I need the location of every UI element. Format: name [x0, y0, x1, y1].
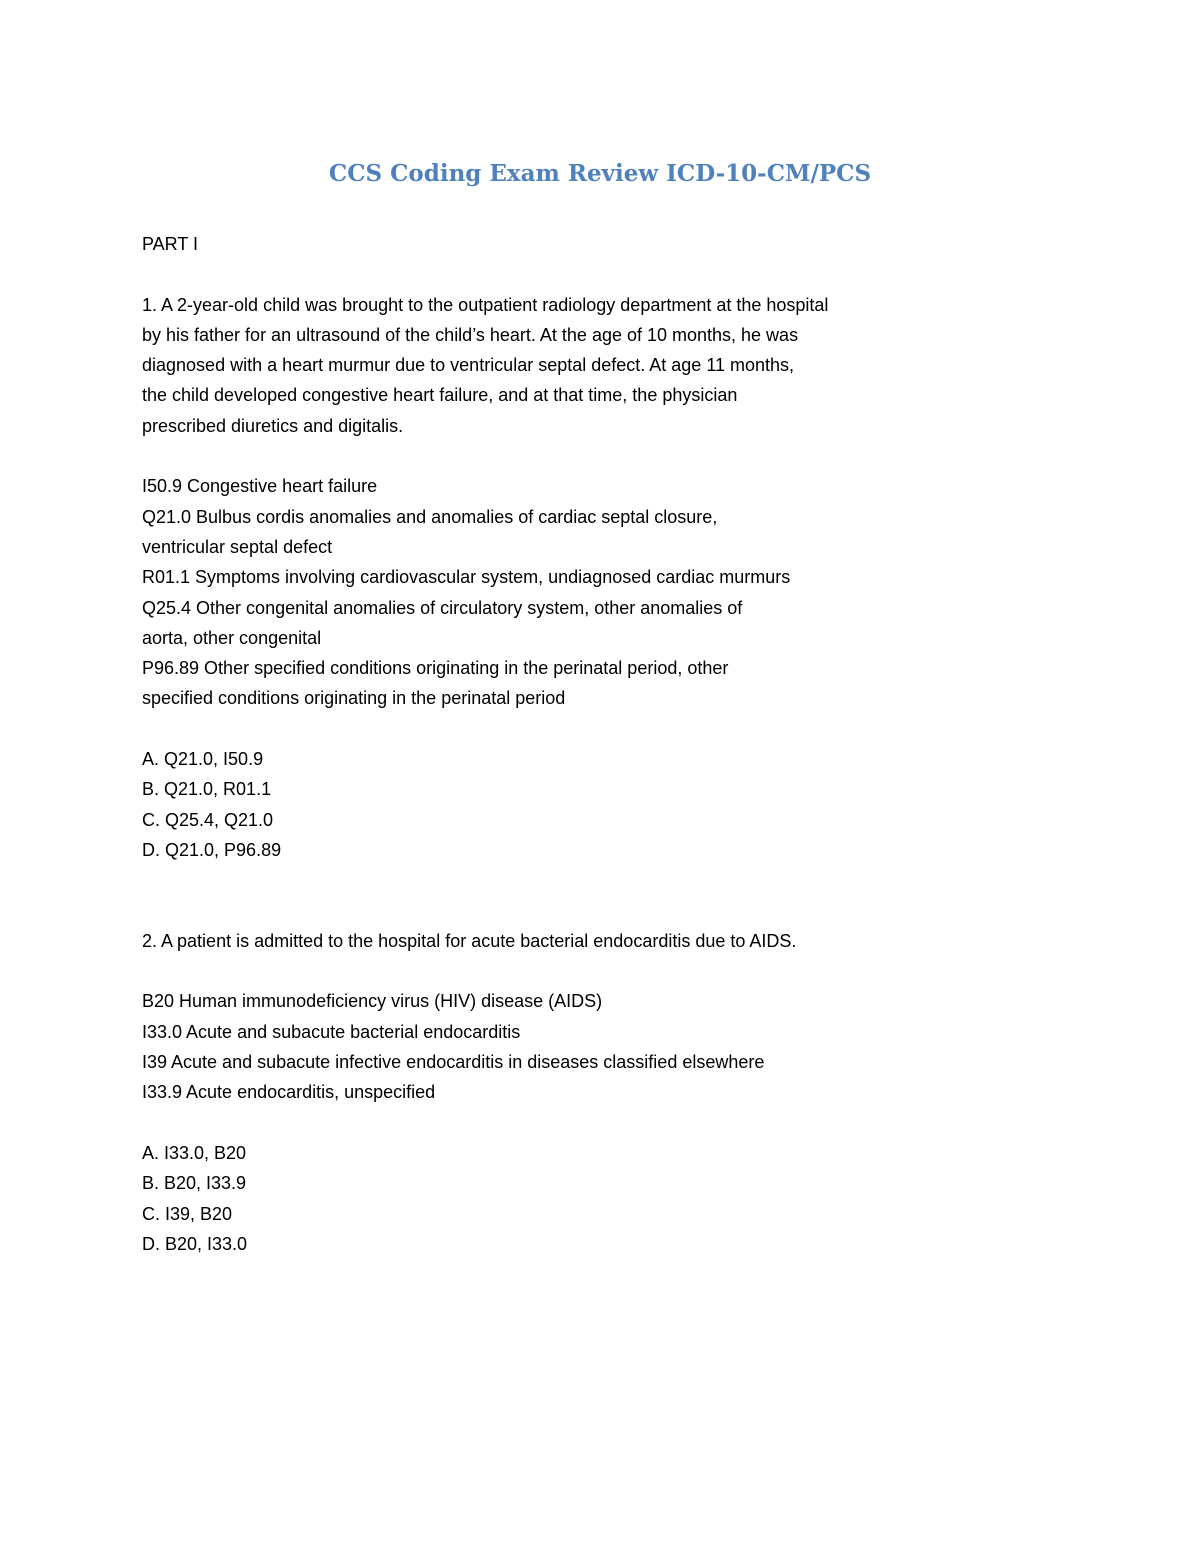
- code-line: specified conditions originating in the perinatal period: [142, 688, 566, 709]
- stem-line: 2. A patient is admitted to the hospital for acute bacterial endocarditis due to AIDS.: [142, 930, 797, 951]
- part-label: PART I: [142, 234, 199, 254]
- code-line: P96.89 Other specified conditions originating in the perinatal period, other: [142, 658, 729, 679]
- stem-line: diagnosed with a heart murmur due to ventricular septal defect. At age 11 months,: [142, 355, 795, 376]
- answer-option: A. Q21.0, I50.9: [142, 749, 264, 770]
- page-title: CCS Coding Exam Review ICD-10-CM/PCS: [328, 160, 872, 187]
- code-line: Q21.0 Bulbus cordis anomalies and anomalies of cardiac septal closure,: [142, 506, 718, 527]
- stem-line: by his father for an ultrasound of the child’s heart. At the age of 10 months, he was: [142, 324, 799, 345]
- answer-option: A. I33.0, B20: [142, 1142, 247, 1163]
- stem-line: the child developed congestive heart failure, and at that time, the physician: [142, 385, 738, 406]
- code-line: I50.9 Congestive heart failure: [142, 476, 378, 497]
- code-line: I33.9 Acute endocarditis, unspecified: [142, 1082, 436, 1103]
- question-2-stem: [142, 926, 942, 956]
- spacer: [142, 956, 942, 986]
- question-2: [142, 926, 942, 1259]
- code-line: I33.0 Acute and subacute bacterial endocarditis: [142, 1021, 521, 1042]
- answer-option: D. Q21.0, P96.89: [142, 839, 282, 860]
- answer-option: B. Q21.0, R01.1: [142, 779, 272, 800]
- spacer: [142, 441, 942, 471]
- document-body: [142, 229, 942, 1259]
- answer-option: B. B20, I33.9: [142, 1173, 247, 1194]
- question-1-code-list: [142, 471, 942, 713]
- code-line: R01.1 Symptoms involving cardiovascular system, undiagnosed cardiac murmurs: [142, 567, 791, 588]
- question-2-options: [142, 1138, 942, 1259]
- spacer: [142, 865, 942, 926]
- question-1-stem: [142, 290, 942, 441]
- stem-line: prescribed diuretics and digitalis.: [142, 415, 404, 436]
- code-line: aorta, other congenital: [142, 627, 322, 648]
- code-line: ventricular septal defect: [142, 536, 333, 557]
- answer-option: C. I39, B20: [142, 1203, 233, 1224]
- spacer: [142, 259, 942, 289]
- code-line: Q25.4 Other congenital anomalies of circulatory system, other anomalies of: [142, 597, 743, 618]
- stem-line: 1. A 2-year-old child was brought to the outpatient radiology department at the hospital: [142, 294, 829, 315]
- question-1-options: [142, 744, 942, 865]
- code-line: I39 Acute and subacute infective endocarditis in diseases classified elsewhere: [142, 1052, 765, 1073]
- answer-option: C. Q25.4, Q21.0: [142, 809, 274, 830]
- question-1: [142, 290, 942, 866]
- spacer: [142, 1108, 942, 1138]
- code-line: B20 Human immunodeficiency virus (HIV) disease (AIDS): [142, 991, 603, 1012]
- answer-option: D. B20, I33.0: [142, 1233, 248, 1254]
- question-2-code-list: [142, 986, 942, 1107]
- spacer: [142, 714, 942, 744]
